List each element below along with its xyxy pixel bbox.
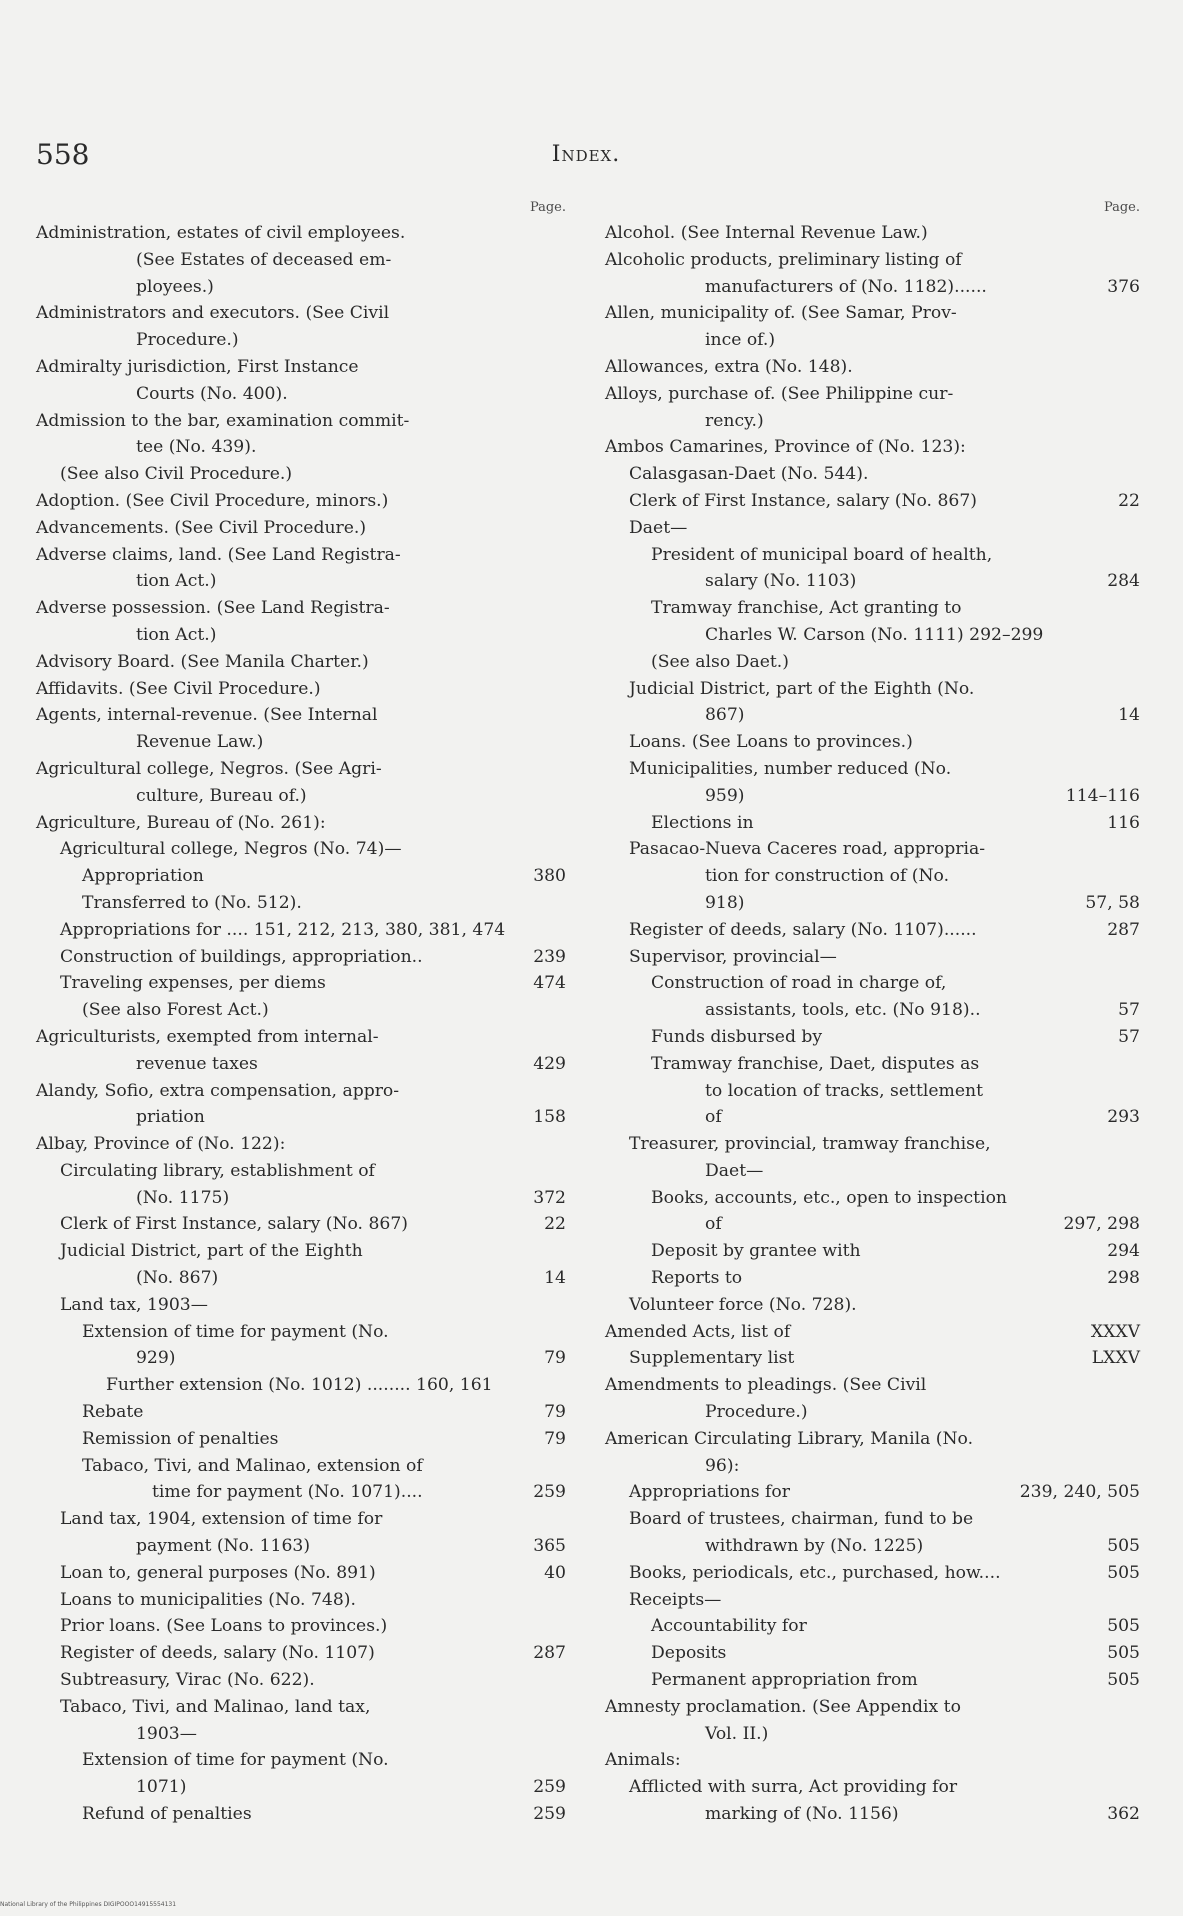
index-entry-line [36, 1774, 566, 1801]
index-page-ref: 239 [533, 946, 566, 967]
index-entry-line [605, 488, 1140, 515]
index-page-ref: 22 [544, 1214, 566, 1235]
index-entry-text: Administration, estates of civil employees. [36, 223, 406, 243]
index-entry-line [36, 1104, 566, 1131]
index-page-ref: 429 [533, 1053, 566, 1074]
index-entry-text: Appropriations for [629, 1482, 790, 1503]
index-entry-text: Books, accounts, etc., open to inspection [651, 1187, 1008, 1208]
index-entry-text: tion Act.) [136, 571, 217, 592]
index-entry-text: marking of (No. 1156) [705, 1804, 899, 1825]
index-entry-line [36, 354, 566, 381]
index-entry-text: Amnesty proclamation. (See Appendix to [605, 1696, 961, 1717]
index-page-ref: 474 [533, 973, 566, 994]
index-entry-text: Deposit by grantee with [651, 1241, 861, 1262]
index-entry-text: Afflicted with surra, Act providing for [629, 1777, 958, 1798]
running-head: Index. [551, 142, 621, 167]
page-column-label: Page. [529, 200, 566, 215]
index-entry-line [36, 917, 566, 944]
index-entry-text: salary (No. 1103) [705, 571, 857, 592]
index-page-ref: 158 [533, 1107, 566, 1128]
index-entry-text: 867) [705, 705, 745, 726]
index-entry-line [36, 1587, 566, 1614]
index-entry-text: tion Act.) [136, 624, 217, 645]
index-entry-text: Deposits [651, 1643, 727, 1664]
index-entry-line [36, 1185, 566, 1212]
index-entry-line [605, 863, 1140, 890]
index-entry-line [605, 381, 1140, 408]
index-entry-text: Charles W. Carson (No. 1111) 292–299 [705, 624, 1044, 645]
index-page-ref: 116 [1107, 812, 1140, 833]
index-entry-text: Revenue Law.) [136, 732, 264, 753]
index-entry-text: Alcoholic products, preliminary listing of [605, 249, 962, 270]
index-entry-text: (See also Civil Procedure.) [60, 464, 293, 485]
index-entry-text: Advisory Board. (See Manila Charter.) [36, 651, 369, 672]
index-entry-line [605, 1774, 1140, 1801]
index-entry-text: (See also Daet.) [651, 651, 789, 672]
index-entry-line [605, 1721, 1140, 1748]
index-entry-line [36, 595, 566, 622]
index-entry-text: Procedure.) [136, 330, 239, 351]
page-number: 558 [36, 138, 90, 171]
index-entry-text: Advancements. (See Civil Procedure.) [36, 517, 367, 538]
index-entry-text: Administrators and executors. (See Civil [36, 303, 390, 324]
index-entry-text: Affidavits. (See Civil Procedure.) [36, 678, 321, 699]
index-entry-text: rency.) [705, 410, 764, 431]
index-entry-text: Tabaco, Tivi, and Malinao, land tax, [60, 1696, 371, 1717]
index-entry-text: Books, periodicals, etc., purchased, how.... [629, 1562, 1001, 1583]
index-page-ref: 287 [1107, 919, 1140, 940]
index-entry-text: Municipalities, number reduced (No. [629, 758, 952, 779]
index-entry-text: Accountability for [651, 1616, 807, 1637]
index-entry-text: 959) [705, 785, 745, 806]
index-entry-line [605, 247, 1140, 274]
index-entry-text: Amendments to pleadings. (See Civil [605, 1375, 927, 1396]
index-entry-line [605, 1372, 1140, 1399]
index-entry-text: Alloys, purchase of. (See Philippine cur- [605, 383, 954, 404]
index-entry-line [36, 1211, 566, 1238]
index-entry-line [605, 997, 1140, 1024]
index-entry-line [605, 1399, 1140, 1426]
index-page-ref: 259 [533, 1482, 566, 1503]
index-entry-text: Animals: [605, 1750, 681, 1771]
index-entry-line [36, 1506, 566, 1533]
index-page-ref: XXXV [1090, 1321, 1140, 1342]
index-entry-text: Supervisor, provincial— [629, 946, 837, 967]
index-entry-line [36, 756, 566, 783]
index-entry-text: Volunteer force (No. 728). [629, 1294, 857, 1315]
index-entry-line [36, 1319, 566, 1346]
index-entry-line [605, 1211, 1140, 1238]
index-entry-line [36, 1399, 566, 1426]
index-entry-line [36, 863, 566, 890]
index-entry-line [605, 434, 1140, 461]
index-entry-text: tee (No. 439). [136, 437, 257, 458]
index-entry-line [36, 1560, 566, 1587]
index-page-ref: 372 [533, 1187, 566, 1208]
index-entry-text: Prior loans. (See Loans to provinces.) [60, 1616, 388, 1637]
index-entry-line [36, 434, 566, 461]
index-entry-line [36, 783, 566, 810]
index-entry-line [36, 729, 566, 756]
index-page-ref: 79 [544, 1348, 566, 1369]
index-entry-line [36, 1721, 566, 1748]
index-entry-text: Daet— [629, 517, 688, 538]
index-entry-text: (See Estates of deceased em- [136, 249, 392, 270]
index-entry-line [605, 461, 1140, 488]
index-entry-line [36, 1747, 566, 1774]
index-page-ref: 362 [1107, 1804, 1140, 1825]
index-entry-text: Traveling expenses, per diems [60, 973, 326, 994]
index-entry-line [605, 1051, 1140, 1078]
index-entry-text: Register of deeds, salary (No. 1107) [60, 1643, 375, 1664]
index-entry-line [36, 997, 566, 1024]
index-entry-line [36, 1345, 566, 1372]
index-entry-line [36, 1265, 566, 1292]
index-entry-line [605, 595, 1140, 622]
index-page-ref: 365 [533, 1536, 566, 1557]
index-entry-text: Extension of time for payment (No. [82, 1750, 389, 1771]
index-entry-line [605, 1747, 1140, 1774]
index-entry-text: Permanent appropriation from [651, 1670, 918, 1691]
index-entry-text: Land tax, 1904, extension of time for [60, 1509, 383, 1530]
index-entry-line [605, 970, 1140, 997]
index-entry-text: Loans. (See Loans to provinces.) [629, 732, 913, 753]
index-entry-text: Tramway franchise, Act granting to [651, 598, 962, 619]
index-entry-line [36, 408, 566, 435]
index-entry-line [605, 702, 1140, 729]
index-entry-line [605, 1479, 1140, 1506]
index-entry-line [36, 1533, 566, 1560]
index-entry-line [605, 1131, 1140, 1158]
index-entry-text: Tramway franchise, Daet, disputes as [651, 1053, 980, 1074]
index-entry-line [36, 676, 566, 703]
index-entry-line [36, 1453, 566, 1480]
index-entry-text: Agricultural college, Negros. (See Agri- [36, 758, 382, 779]
index-entry-line [36, 1613, 566, 1640]
index-entry-text: Clerk of First Instance, salary (No. 867) [60, 1214, 408, 1235]
index-entry-line [605, 300, 1140, 327]
index-entry-text: Construction of road in charge of, [651, 973, 947, 994]
index-entry-text: Remission of penalties [82, 1428, 279, 1449]
index-page-ref: 505 [1107, 1616, 1140, 1637]
index-entry-line [605, 756, 1140, 783]
index-entry-line [605, 327, 1140, 354]
index-entry-line [605, 1292, 1140, 1319]
index-entry-line [36, 1479, 566, 1506]
index-entry-line [605, 783, 1140, 810]
index-entries [36, 220, 566, 1828]
index-entry-line [605, 649, 1140, 676]
index-entry-text: Admiralty jurisdiction, First Instance [36, 356, 359, 377]
index-page-ref: 40 [544, 1562, 566, 1583]
index-page-ref: 259 [533, 1777, 566, 1798]
index-entry-line [605, 542, 1140, 569]
index-entry-text: (No. 1175) [136, 1187, 230, 1208]
index-entry-text: Funds disbursed by [651, 1026, 823, 1047]
index-entry-line [36, 1372, 566, 1399]
index-entry-text: Loan to, general purposes (No. 891) [60, 1562, 376, 1583]
index-entry-text: Pasacao-Nueva Caceres road, appropria- [629, 839, 986, 860]
index-entry-text: Procedure.) [705, 1402, 808, 1423]
index-entry-line [605, 354, 1140, 381]
index-entry-text: Clerk of First Instance, salary (No. 867) [629, 490, 977, 511]
index-entry-text: Board of trustees, chairman, fund to be [629, 1509, 974, 1530]
index-entry-text: Adverse claims, land. (See Land Registra- [36, 544, 401, 565]
index-page-ref: 297, 298 [1063, 1214, 1140, 1235]
index-entry-text: Adverse possession. (See Land Registra- [36, 598, 390, 619]
index-entry-line [605, 408, 1140, 435]
index-entry-text: to location of tracks, settlement [705, 1080, 983, 1101]
index-entry-line [36, 970, 566, 997]
index-page-ref: 79 [544, 1402, 566, 1423]
index-page-ref: 505 [1107, 1643, 1140, 1664]
index-page-ref: 376 [1107, 276, 1140, 297]
index-entry-line [605, 1640, 1140, 1667]
index-entry-text: of [705, 1214, 722, 1235]
index-entry-text: Transferred to (No. 512). [82, 892, 302, 913]
index-entry-text: Subtreasury, Virac (No. 622). [60, 1670, 315, 1691]
index-page-ref: 293 [1107, 1107, 1140, 1128]
scan-credit: National Library of the Philippines DIGIPOOO14915554131 [0, 1901, 177, 1908]
index-entry-line [36, 1640, 566, 1667]
index-page-ref: 22 [1118, 490, 1140, 511]
index-entry-line [36, 274, 566, 301]
index-entry-text: 96): [705, 1455, 740, 1476]
index-entry-line [605, 1238, 1140, 1265]
index-page-ref: 505 [1107, 1562, 1140, 1583]
index-entry-text: Albay, Province of (No. 122): [36, 1134, 286, 1155]
index-entry-text: culture, Bureau of.) [136, 785, 307, 806]
index-entry-line [605, 1345, 1140, 1372]
index-page-ref: 505 [1107, 1536, 1140, 1557]
index-entry-text: President of municipal board of health, [651, 544, 993, 565]
index-entry-line [36, 1292, 566, 1319]
index-entry-text: Refund of penalties [82, 1804, 252, 1825]
index-entry-text: Alandy, Sofio, extra compensation, appro- [36, 1080, 400, 1101]
index-entry-text: 929) [136, 1348, 176, 1369]
index-entry-line [36, 300, 566, 327]
index-entry-text: (No. 867) [136, 1268, 219, 1289]
index-entry-text: Land tax, 1903— [60, 1294, 208, 1315]
index-entry-text: Courts (No. 400). [136, 383, 288, 404]
index-entry-line [605, 917, 1140, 944]
index-entries [605, 220, 1140, 1828]
index-page-ref: 14 [1118, 705, 1140, 726]
index-entry-text: Appropriation [82, 866, 204, 887]
page-header [36, 138, 1136, 178]
index-entry-line [605, 1587, 1140, 1614]
index-entry-line [36, 649, 566, 676]
index-entry-text: Daet— [705, 1160, 764, 1181]
page-column-label: Page. [1103, 200, 1140, 215]
index-entry-text: Construction of buildings, appropriation.. [60, 946, 423, 967]
index-entry-line [605, 729, 1140, 756]
index-page-ref: 57, 58 [1085, 892, 1140, 913]
index-entry-line [605, 1024, 1140, 1051]
index-page-ref: LXXV [1091, 1348, 1140, 1369]
index-entry-line [605, 622, 1140, 649]
index-entry-line [36, 1158, 566, 1185]
index-entry-text: Further extension (No. 1012) ........ 160, 161 [106, 1375, 493, 1396]
index-entry-text: Treasurer, provincial, tramway franchise, [629, 1134, 991, 1155]
index-entry-line [605, 1426, 1140, 1453]
index-page-ref: 505 [1107, 1670, 1140, 1691]
index-entry-line [605, 220, 1140, 247]
index-entry-line [605, 1694, 1140, 1721]
index-entry-text: ployees.) [136, 276, 214, 297]
index-entry-line [605, 1506, 1140, 1533]
index-entry-line [36, 890, 566, 917]
index-page-ref: 57 [1118, 1000, 1140, 1021]
index-entry-line [605, 1453, 1140, 1480]
index-page-ref: 14 [544, 1268, 566, 1289]
index-entry-line [605, 1613, 1140, 1640]
index-entry-text: Reports to [651, 1268, 743, 1289]
index-entry-text: time for payment (No. 1071).... [152, 1482, 423, 1503]
index-entry-text: Elections in [651, 812, 754, 833]
index-entry-text: Agents, internal-revenue. (See Internal [36, 705, 378, 726]
index-entry-text: Agriculture, Bureau of (No. 261): [36, 812, 326, 833]
index-entry-line [36, 247, 566, 274]
index-entry-line [36, 568, 566, 595]
index-entry-text: tion for construction of (No. [705, 866, 950, 887]
index-page-ref: 380 [533, 866, 566, 887]
index-entry-line [36, 1426, 566, 1453]
index-entry-text: Supplementary list [629, 1348, 795, 1369]
index-entry-line [36, 836, 566, 863]
index-entry-text: 1903— [136, 1723, 197, 1744]
index-page-ref: 287 [533, 1643, 566, 1664]
index-entry-text: Agricultural college, Negros (No. 74)— [60, 839, 402, 860]
index-entry-text: 1071) [136, 1777, 187, 1798]
index-entry-text: Ambos Camarines, Province of (No. 123): [605, 437, 966, 458]
index-entry-text: Rebate [82, 1402, 144, 1423]
index-entry-line [36, 810, 566, 837]
index-entry-text: Agriculturists, exempted from internal- [36, 1026, 379, 1047]
index-entry-text: ince of.) [705, 330, 776, 351]
index-entry-line [36, 461, 566, 488]
index-entry-line [605, 1560, 1140, 1587]
index-entry-line [36, 327, 566, 354]
index-entry-text: Loans to municipalities (No. 748). [60, 1589, 356, 1610]
index-entry-line [605, 1104, 1140, 1131]
index-entry-line [605, 836, 1140, 863]
index-entry-text: 918) [705, 892, 745, 913]
index-entry-text: Amended Acts, list of [605, 1321, 791, 1342]
index-entry-text: Extension of time for payment (No. [82, 1321, 389, 1342]
index-entry-line [605, 274, 1140, 301]
index-entry-text: payment (No. 1163) [136, 1536, 311, 1557]
index-entry-text: Admission to the bar, examination commit- [36, 410, 410, 431]
index-entry-line [36, 542, 566, 569]
index-entry-text: Judicial District, part of the Eighth [60, 1241, 363, 1262]
index-entry-text: withdrawn by (No. 1225) [705, 1536, 924, 1557]
index-entry-line [605, 515, 1140, 542]
index-entry-line [605, 1319, 1140, 1346]
index-page-ref: 79 [544, 1428, 566, 1449]
index-entry-text: (See also Forest Act.) [82, 1000, 269, 1021]
index-entry-text: revenue taxes [136, 1053, 258, 1074]
index-entry-text: Receipts— [629, 1589, 722, 1610]
index-entry-text: Vol. II.) [705, 1723, 769, 1744]
index-entry-line [36, 1694, 566, 1721]
index-entry-line [605, 1158, 1140, 1185]
index-page-ref: 259 [533, 1804, 566, 1825]
index-entry-line [36, 1051, 566, 1078]
index-entry-line [36, 1238, 566, 1265]
index-entry-line [36, 702, 566, 729]
index-entry-text: Allen, municipality of. (See Samar, Prov- [605, 303, 957, 324]
index-entry-line [605, 1265, 1140, 1292]
index-entry-line [36, 944, 566, 971]
index-page-ref: 57 [1118, 1026, 1140, 1047]
index-entry-text: assistants, tools, etc. (No 918).. [705, 1000, 981, 1021]
index-entry-text: American Circulating Library, Manila (No. [605, 1428, 974, 1449]
index-entry-text: of [705, 1107, 722, 1128]
index-entry-text: Calasgasan-Daet (No. 544). [629, 464, 869, 485]
index-entry-line [605, 1185, 1140, 1212]
index-entry-line [36, 488, 566, 515]
index-entry-line [36, 1667, 566, 1694]
index-page-ref: 294 [1107, 1241, 1140, 1262]
index-entry-line [36, 1801, 566, 1828]
index-entry-line [36, 1078, 566, 1105]
index-entry-text: Tabaco, Tivi, and Malinao, extension of [82, 1455, 423, 1476]
index-entry-line [36, 1131, 566, 1158]
index-page-ref: 114–116 [1065, 785, 1140, 806]
index-entry-line [36, 515, 566, 542]
index-entry-text: Appropriations for .... 151, 212, 213, 380, 381, 474 [60, 919, 506, 940]
index-entry-text: Allowances, extra (No. 148). [605, 356, 853, 377]
index-entry-text: Adoption. (See Civil Procedure, minors.) [36, 490, 389, 511]
index-entry-line [605, 1078, 1140, 1105]
index-entry-line [36, 1024, 566, 1051]
index-entry-line [605, 1667, 1140, 1694]
index-entry-line [36, 622, 566, 649]
index-page-ref: 239, 240, 505 [1019, 1482, 1140, 1503]
index-entry-line [605, 676, 1140, 703]
index-entry-text: Alcohol. (See Internal Revenue Law.) [605, 223, 928, 243]
index-entry-line [605, 810, 1140, 837]
index-entry-line [36, 381, 566, 408]
index-page-ref: 284 [1107, 571, 1140, 592]
index-entry-line [36, 220, 566, 247]
index-page-ref: 298 [1107, 1268, 1140, 1289]
index-entry-line [605, 890, 1140, 917]
index-entry-line [605, 944, 1140, 971]
index-entry-line [605, 1533, 1140, 1560]
index-entry-text: manufacturers of (No. 1182)...... [705, 276, 987, 297]
index-entry-text: Circulating library, establishment of [60, 1160, 375, 1181]
index-entry-text: Judicial District, part of the Eighth (No. [629, 678, 975, 699]
index-entry-line [605, 568, 1140, 595]
index-entry-text: priation [136, 1107, 205, 1128]
index-entry-line [605, 1801, 1140, 1828]
index-entry-text: Register of deeds, salary (No. 1107)...... [629, 919, 977, 940]
